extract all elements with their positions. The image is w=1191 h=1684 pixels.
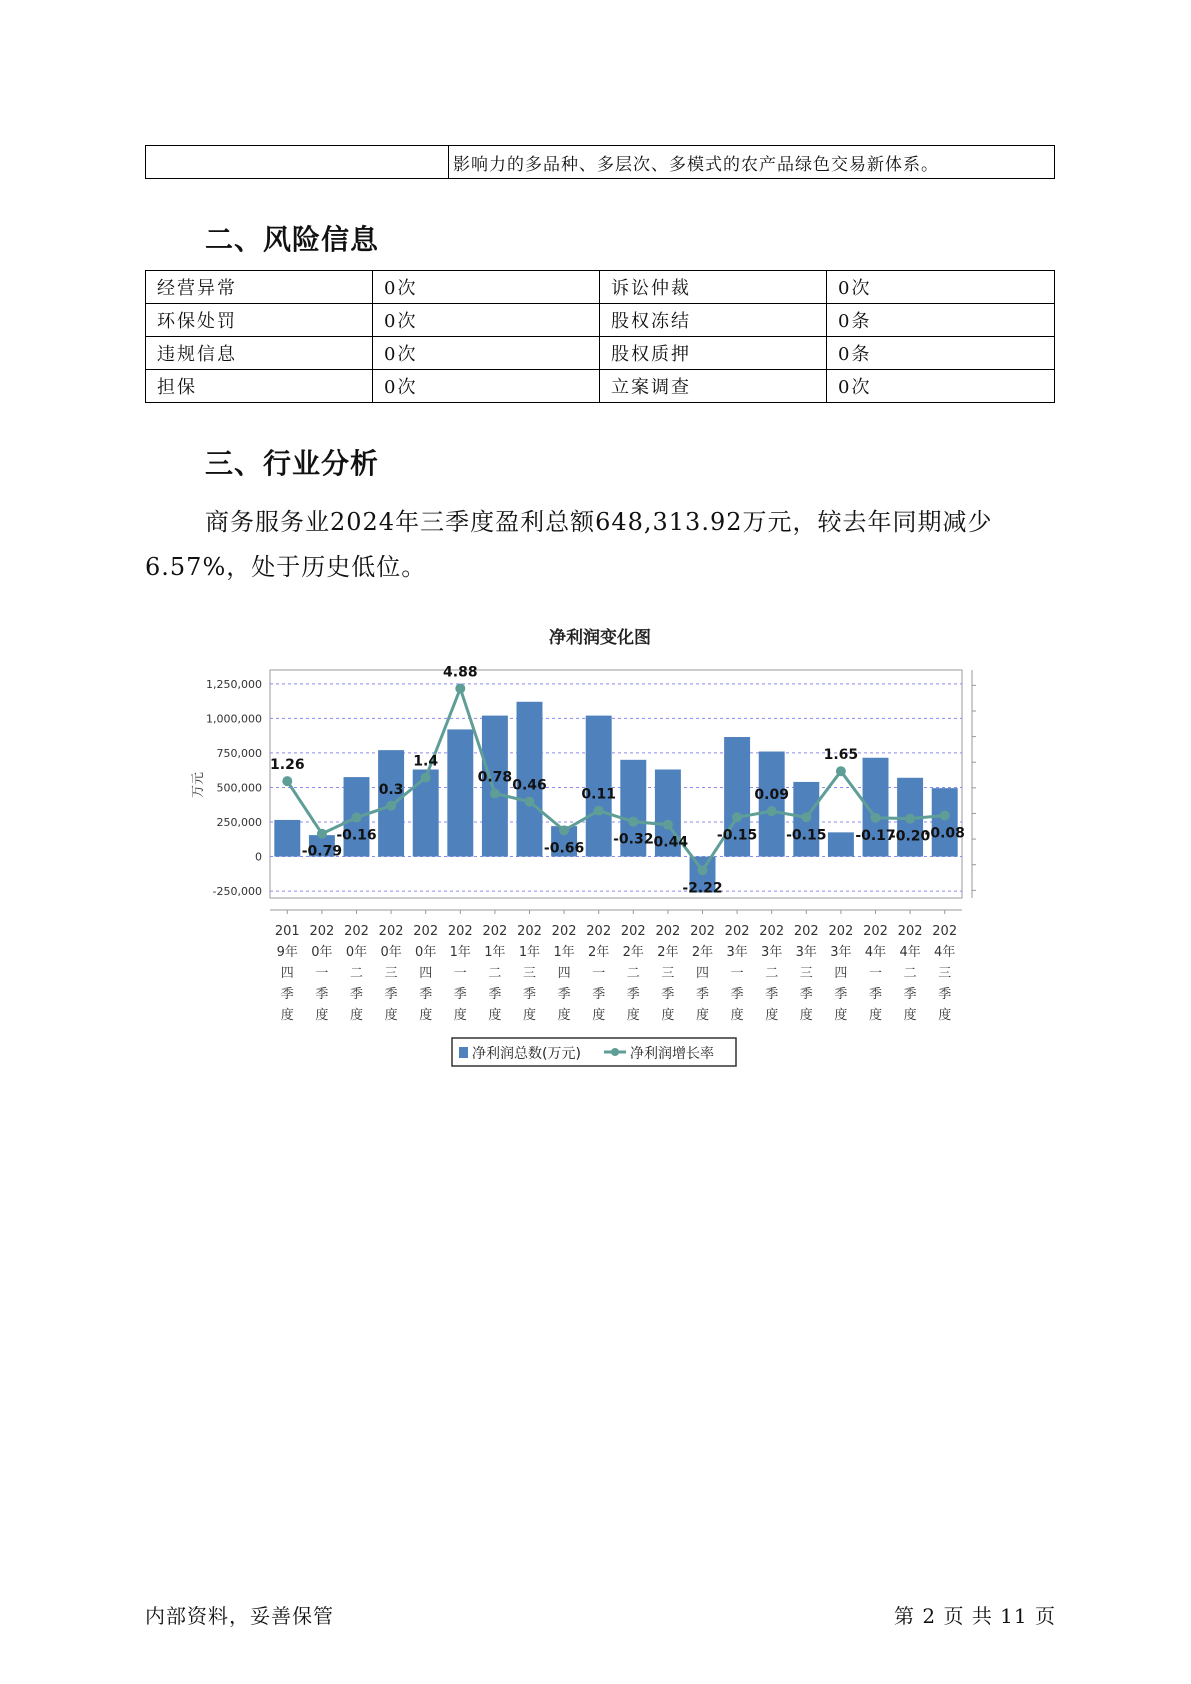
- x-tick-label: 202: [828, 924, 854, 939]
- x-tick-label: 季: [557, 987, 571, 1002]
- x-tick-label: 季: [349, 987, 364, 1002]
- x-tick-label: 季: [592, 987, 606, 1002]
- x-tick-label: 202: [413, 924, 439, 939]
- growth-point: [559, 825, 569, 835]
- x-tick-label: 3年: [726, 945, 748, 960]
- data-label: -0.79: [301, 843, 343, 860]
- x-tick-label: 季: [280, 987, 294, 1002]
- x-tick-label: 度: [419, 1008, 433, 1023]
- growth-point: [490, 788, 500, 798]
- risk-label: 立案调查: [600, 370, 827, 403]
- x-tick-label: 季: [315, 987, 329, 1002]
- top-table-left-cell: [146, 146, 449, 179]
- y-tick-label: 1,000,000: [206, 712, 262, 726]
- table-row: [146, 271, 1055, 304]
- chart-bar: [482, 716, 508, 857]
- data-label: 0.09: [754, 787, 789, 804]
- data-label: 0.3: [378, 781, 404, 798]
- data-label: -0.32: [613, 831, 654, 848]
- data-label: 1.26: [270, 757, 305, 774]
- x-tick-label: 202: [724, 924, 750, 939]
- risk-value: 0次: [373, 271, 600, 304]
- x-tick-label: 季: [488, 987, 502, 1002]
- x-tick-label: 202: [586, 924, 612, 939]
- risk-value: 0次: [827, 370, 1055, 403]
- x-tick-label: 二: [488, 966, 502, 981]
- x-tick-label: 0年: [311, 945, 333, 960]
- x-tick-label: 度: [834, 1008, 848, 1023]
- risk-table: [145, 270, 1055, 403]
- x-tick-label: 3年: [830, 945, 852, 960]
- top-table: [145, 145, 1055, 179]
- x-tick-label: 4年: [864, 945, 887, 960]
- x-tick-label: 度: [765, 1008, 779, 1023]
- chart-bar: [274, 820, 300, 857]
- x-tick-label: 2年: [657, 945, 679, 960]
- risk-value: 0条: [827, 337, 1055, 370]
- risk-value: 0条: [827, 304, 1055, 337]
- growth-point: [352, 813, 362, 823]
- x-tick-label: 度: [695, 1008, 710, 1023]
- x-tick-label: 202: [863, 924, 888, 939]
- chart-title: 净利润变化图: [549, 628, 651, 648]
- risk-label: 股权质押: [600, 337, 827, 370]
- risk-label: 股权冻结: [600, 304, 827, 337]
- data-label: 1.65: [823, 747, 859, 764]
- legend-bar-label: 净利润总数(万元): [472, 1046, 581, 1062]
- risk-value: 0次: [827, 271, 1055, 304]
- legend-line-marker: [611, 1048, 619, 1056]
- chart-svg: [180, 615, 980, 1075]
- y2-axis-title: [977, 779, 980, 791]
- x-tick-label: 度: [315, 1008, 329, 1023]
- x-tick-label: 3年: [761, 945, 783, 960]
- y-axis-title: 万元: [191, 771, 206, 799]
- x-tick-label: 度: [557, 1008, 571, 1023]
- x-tick-label: 2年: [588, 945, 610, 960]
- chart-bar: [828, 832, 854, 856]
- growth-point: [698, 865, 708, 875]
- growth-point: [525, 797, 535, 807]
- chart-bar: [759, 752, 785, 857]
- x-tick-label: 季: [695, 987, 710, 1002]
- data-label: -0.16: [336, 827, 377, 844]
- x-tick-label: 202: [655, 924, 681, 939]
- data-label: -0.20: [889, 828, 931, 845]
- x-tick-label: 202: [309, 924, 335, 939]
- x-tick-label: 一: [868, 966, 883, 981]
- data-label: 1.4: [413, 753, 439, 770]
- x-tick-label: 季: [661, 987, 675, 1002]
- x-tick-label: 1年: [449, 945, 471, 960]
- x-tick-label: 季: [834, 987, 848, 1002]
- x-tick-label: 度: [592, 1008, 606, 1023]
- data-label: 0.78: [477, 769, 513, 786]
- x-tick-label: 202: [690, 924, 715, 939]
- growth-point: [940, 811, 950, 821]
- risk-value: 0次: [373, 370, 600, 403]
- growth-point: [594, 806, 604, 816]
- x-tick-label: 季: [419, 987, 433, 1002]
- page-number: 第 2 页 共 11 页: [894, 1604, 1056, 1628]
- table-row: [146, 370, 1055, 403]
- risk-label: 违规信息: [146, 337, 373, 370]
- x-tick-label: 季: [765, 987, 779, 1002]
- x-tick-label: 202: [551, 924, 577, 939]
- x-tick-label: 四: [280, 966, 294, 981]
- data-label: 0.46: [512, 777, 547, 794]
- growth-point: [421, 773, 431, 783]
- x-tick-label: 度: [730, 1008, 744, 1023]
- growth-point: [628, 817, 638, 827]
- data-label: -2.22: [682, 880, 723, 897]
- net-profit-chart: [180, 615, 980, 1075]
- x-tick-label: 一: [315, 966, 329, 981]
- legend-line-label: 净利润增长率: [630, 1046, 714, 1062]
- x-tick-label: 202: [932, 924, 958, 939]
- y-tick-label: 250,000: [216, 816, 262, 829]
- risk-value: 0次: [373, 337, 600, 370]
- x-tick-label: 度: [938, 1008, 952, 1023]
- x-tick-label: 0年: [415, 945, 437, 960]
- data-label: -0.08: [924, 825, 965, 842]
- x-tick-label: 201: [274, 924, 300, 939]
- y-tick-label: 1,250,000: [206, 677, 262, 691]
- risk-label: 担保: [146, 370, 373, 403]
- growth-point: [905, 814, 915, 824]
- growth-point: [386, 801, 396, 811]
- x-tick-label: 度: [488, 1008, 502, 1023]
- x-tick-label: 度: [453, 1008, 467, 1023]
- growth-point: [767, 806, 777, 816]
- x-tick-label: 1年: [553, 945, 575, 960]
- x-tick-label: 1年: [484, 945, 506, 960]
- x-tick-label: 四: [557, 966, 571, 981]
- x-tick-label: 季: [868, 987, 883, 1002]
- x-tick-label: 1年: [518, 945, 541, 960]
- growth-point: [282, 776, 292, 786]
- x-tick-label: 度: [799, 1008, 813, 1023]
- growth-point: [871, 813, 881, 823]
- x-tick-label: 三: [938, 966, 952, 981]
- x-tick-label: 季: [938, 987, 952, 1002]
- x-tick-label: 二: [626, 966, 640, 981]
- x-tick-label: 三: [661, 966, 675, 981]
- data-label: -0.15: [716, 827, 758, 844]
- x-tick-label: 度: [349, 1008, 364, 1023]
- top-table-right-cell: 影响力的多品种、多层次、多模式的农产品绿色交易新体系。: [449, 146, 1055, 179]
- risk-label: 环保处罚: [146, 304, 373, 337]
- y-tick-label: 0: [255, 850, 262, 864]
- x-tick-label: 202: [378, 924, 404, 939]
- x-tick-label: 9年: [276, 945, 298, 960]
- x-tick-label: 季: [626, 987, 640, 1002]
- plot-area: [270, 670, 962, 898]
- x-tick-label: 度: [522, 1008, 537, 1023]
- x-tick-label: 202: [344, 924, 369, 939]
- x-tick-label: 2年: [691, 945, 714, 960]
- x-tick-label: 4年: [934, 945, 956, 960]
- x-tick-label: 度: [384, 1008, 398, 1023]
- x-tick-label: 度: [626, 1008, 640, 1023]
- legend-bar-swatch: [459, 1047, 468, 1058]
- x-tick-label: 季: [453, 987, 467, 1002]
- x-tick-label: 一: [730, 966, 744, 981]
- x-tick-label: 0年: [345, 945, 368, 960]
- x-tick-label: 二: [349, 966, 364, 981]
- x-tick-label: 202: [517, 924, 542, 939]
- data-label: -0.66: [543, 840, 585, 857]
- x-tick-label: 季: [384, 987, 398, 1002]
- x-tick-label: 四: [419, 966, 433, 981]
- x-tick-label: 202: [793, 924, 819, 939]
- risk-label: 诉讼仲裁: [600, 271, 827, 304]
- x-tick-label: 4年: [899, 945, 921, 960]
- x-tick-label: 度: [903, 1008, 917, 1023]
- x-tick-label: 二: [765, 966, 779, 981]
- growth-point: [317, 829, 327, 839]
- x-tick-label: 三: [799, 966, 813, 981]
- x-tick-label: 三: [522, 966, 537, 981]
- chart-bar: [447, 729, 473, 856]
- section-title-industry: 三、行业分析: [205, 447, 380, 480]
- section-title-risk: 二、风险信息: [205, 223, 380, 256]
- x-tick-label: 202: [482, 924, 508, 939]
- growth-point: [455, 683, 465, 693]
- data-label: -0.15: [786, 827, 827, 844]
- table-row: [146, 304, 1055, 337]
- x-tick-label: 度: [280, 1008, 294, 1023]
- data-label: -0.44: [647, 834, 689, 851]
- x-tick-label: 二: [903, 966, 917, 981]
- x-tick-label: 度: [661, 1008, 675, 1023]
- data-label: 4.88: [443, 664, 478, 681]
- growth-point: [801, 812, 811, 822]
- x-tick-label: 季: [903, 987, 917, 1002]
- x-tick-label: 一: [453, 966, 467, 981]
- risk-value: 0次: [373, 304, 600, 337]
- x-tick-label: 202: [620, 924, 646, 939]
- x-tick-label: 202: [447, 924, 473, 939]
- x-tick-label: 0年: [380, 945, 402, 960]
- risk-label: 经营异常: [146, 271, 373, 304]
- x-tick-label: 2年: [622, 945, 644, 960]
- growth-point: [663, 820, 673, 830]
- y-tick-label: -250,000: [212, 885, 262, 899]
- x-tick-label: 三: [384, 966, 398, 981]
- y-tick-label: 500,000: [216, 781, 262, 795]
- x-tick-label: 202: [759, 924, 785, 939]
- x-tick-label: 202: [897, 924, 923, 939]
- footer-left: 内部资料，妥善保管: [145, 1604, 334, 1628]
- chart-bar: [932, 788, 958, 856]
- data-label: -0.17: [855, 827, 896, 844]
- data-label: 0.11: [581, 786, 616, 803]
- x-tick-label: 一: [592, 966, 606, 981]
- growth-point: [836, 766, 846, 776]
- x-tick-label: 季: [730, 987, 744, 1002]
- x-tick-label: 季: [799, 987, 813, 1002]
- x-tick-label: 季: [522, 987, 537, 1002]
- x-tick-label: 3年: [795, 945, 817, 960]
- analysis-paragraph: [145, 500, 1060, 590]
- analysis-text: 商务服务业2024年三季度盈利总额648,313.92万元，较去年同期减少6.57%，处于历史低位。: [145, 508, 993, 581]
- y-tick-label: 750,000: [216, 746, 262, 760]
- x-tick-label: 四: [695, 966, 710, 981]
- table-row: [146, 337, 1055, 370]
- growth-point: [732, 812, 742, 822]
- x-tick-label: 度: [868, 1008, 883, 1023]
- x-tick-label: 四: [834, 966, 848, 981]
